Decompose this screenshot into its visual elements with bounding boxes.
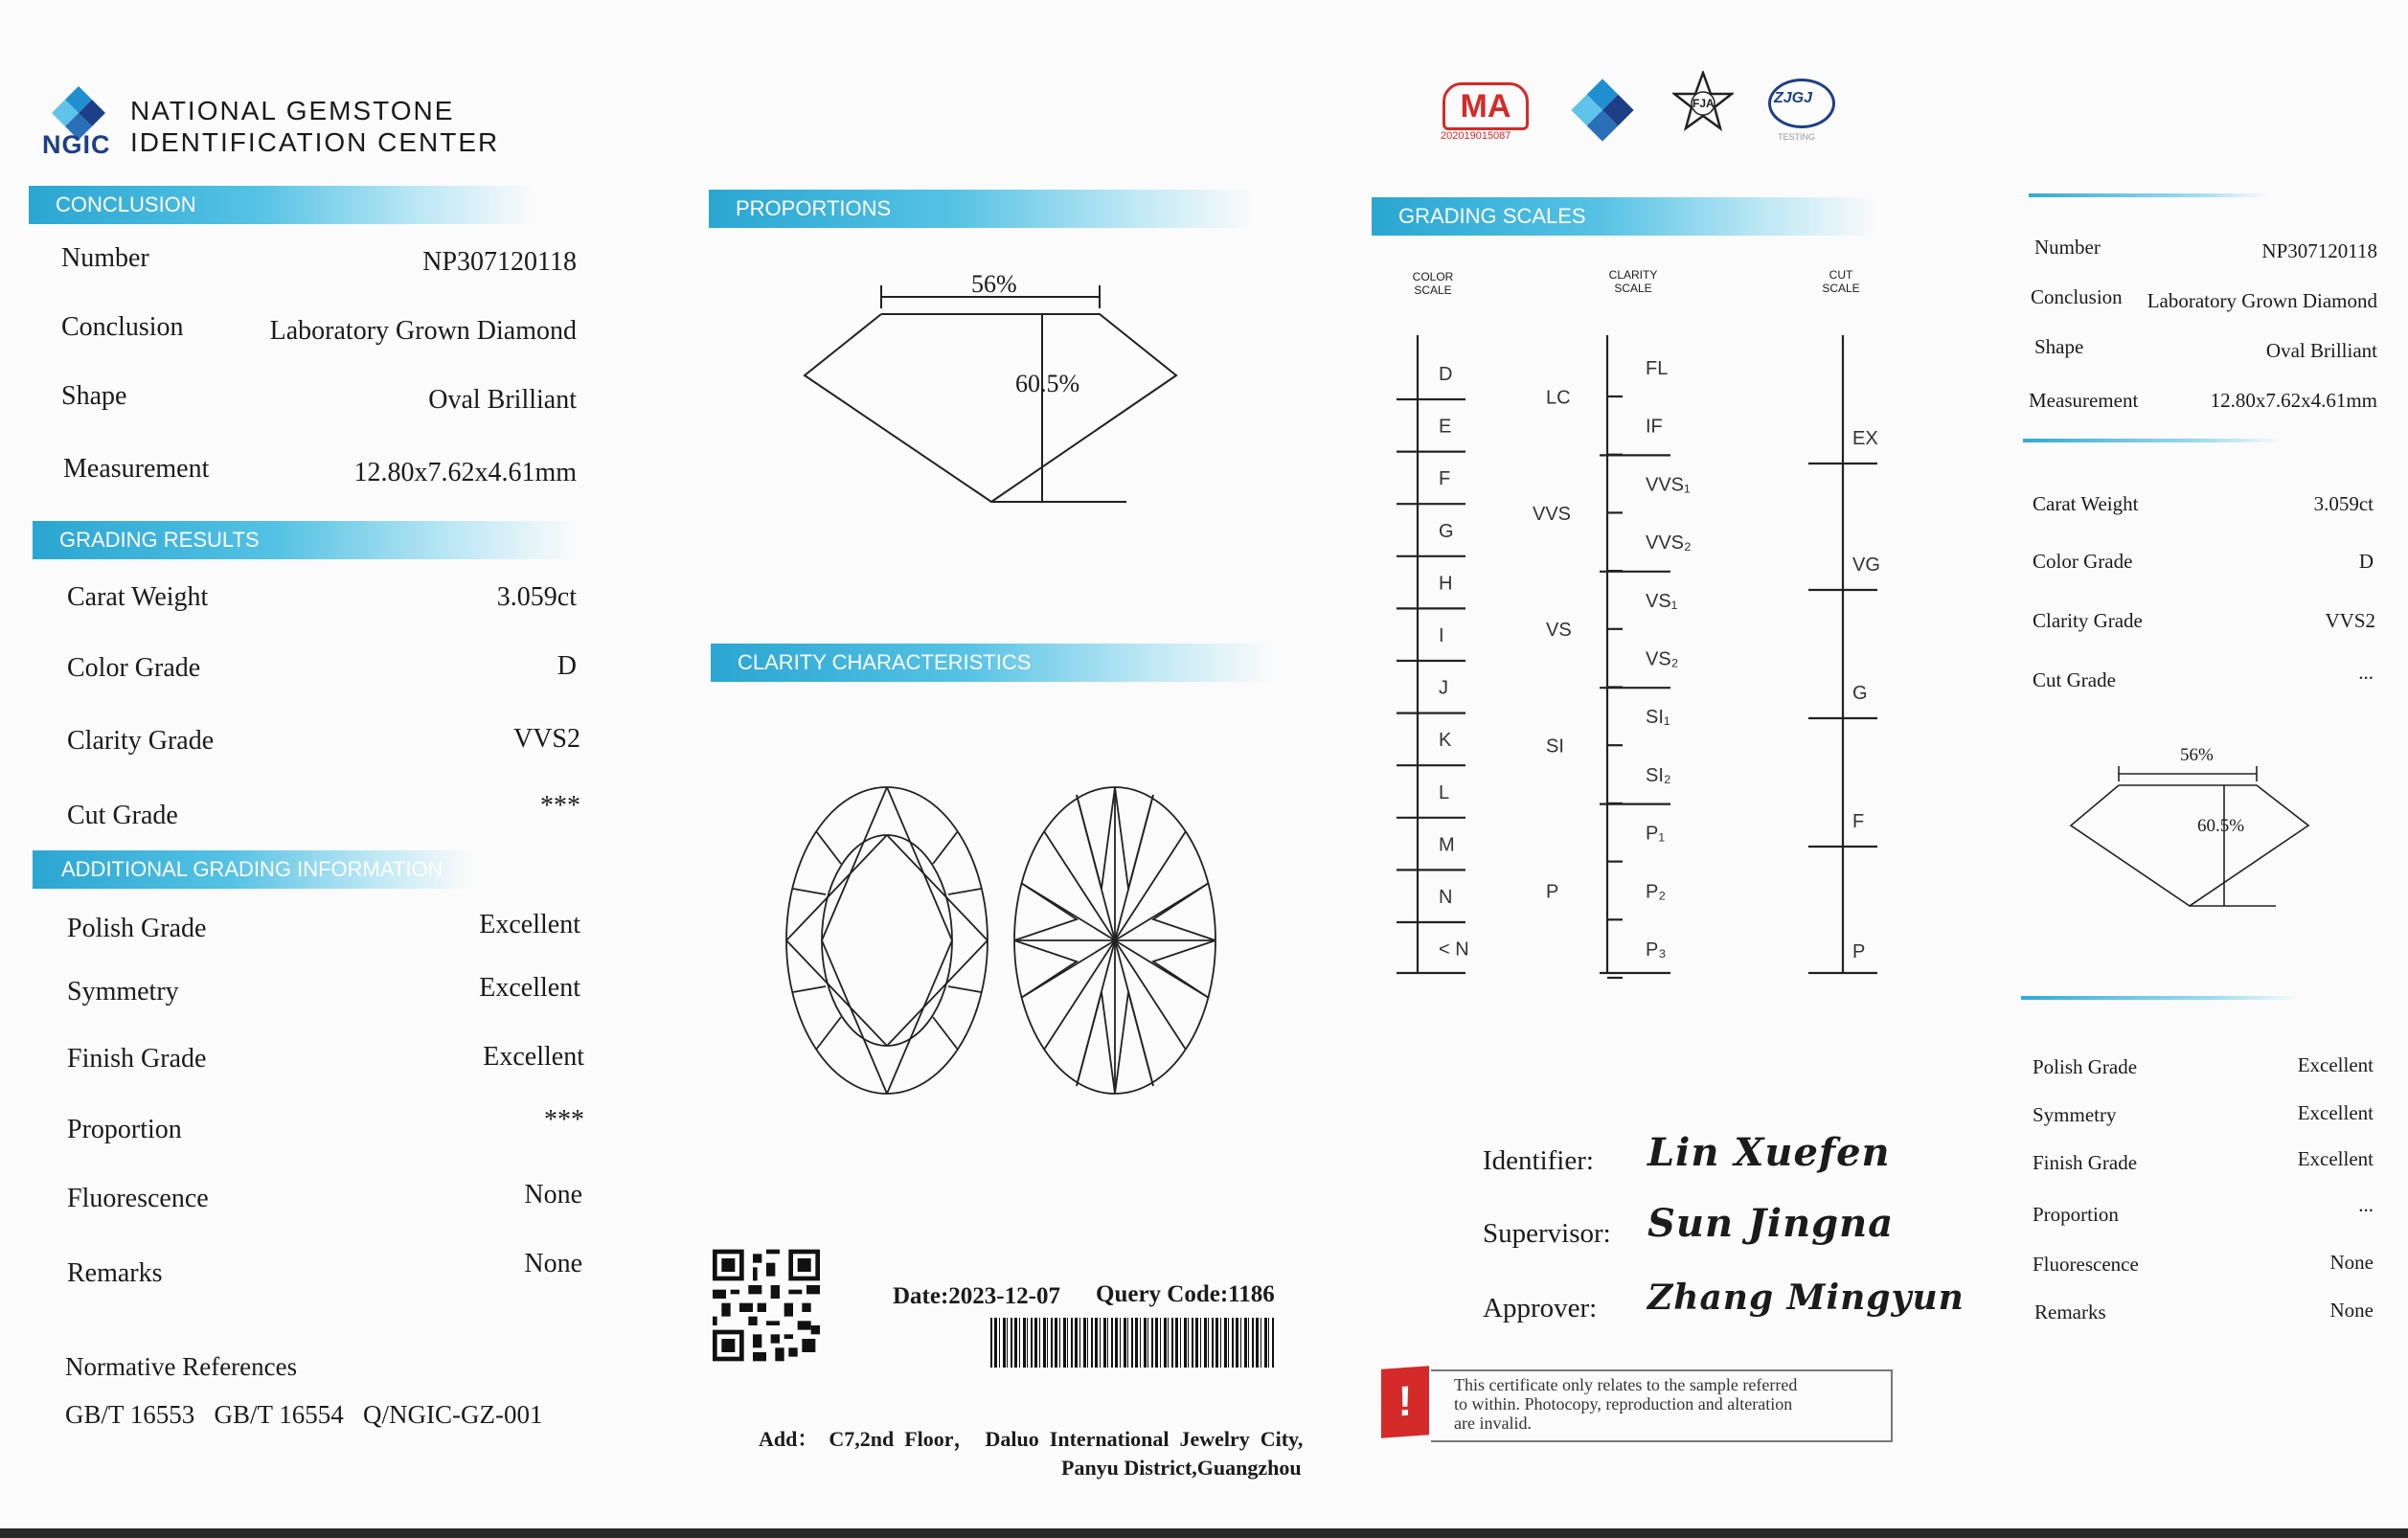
summary-color-value: D (2358, 550, 2374, 573)
cut-scale-label: G (1852, 683, 1868, 704)
clarity-scale-label: FL (1646, 358, 1669, 379)
clarity-scale-label: VS₁ (1646, 590, 1678, 612)
clarity-scale-label: P₁ (1646, 823, 1666, 845)
summary-polish-label: Polish Grade (2033, 1055, 2138, 1078)
brand-line-1: NATIONAL GEMSTONE (130, 96, 455, 125)
brand-line-2: IDENTIFICATION CENTER (130, 127, 500, 157)
oval-pavilion-diagram (1010, 783, 1220, 1097)
identifier-signature: Lin Xuefen (1647, 1130, 1891, 1175)
summary-finish-label: Finish Grade (2033, 1151, 2138, 1174)
brand-short: NGIC (42, 130, 111, 159)
remarks-label: Remarks (67, 1258, 163, 1288)
color-scale-label: E (1439, 416, 1452, 438)
grading-scales-chart (1379, 326, 1916, 986)
clarity-grade-label: Clarity Grade (67, 726, 215, 756)
summary-number-value: NP307120118 (2261, 239, 2377, 262)
identifier-role: Identifier: (1483, 1145, 1594, 1176)
summary-shape-value: Oval Brilliant (2265, 339, 2377, 362)
ngic-badge-icon (1567, 77, 1638, 144)
summary-finish-value: Excellent (2297, 1147, 2374, 1170)
supervisor-role: Supervisor: (1483, 1218, 1611, 1249)
grading-results-header: GRADING RESULTS (33, 521, 577, 559)
clarity-grade-value: VVS2 (512, 724, 580, 754)
cma-logo-icon (1443, 82, 1529, 130)
summary-remarks-value: None (2329, 1299, 2374, 1322)
grading-scales-header: GRADING SCALES (1372, 197, 1877, 236)
table-percent-label: 56% (971, 270, 1017, 298)
summary-color-label: Color Grade (2033, 550, 2133, 573)
summary-measurement-label: Measurement (2029, 389, 2139, 412)
clarity-scale-label: VVS₁ (1646, 474, 1691, 496)
summary-table-label: 56% (2180, 745, 2214, 765)
zjgj-sub: TESTING (1778, 132, 1816, 142)
additional-header: ADDITIONAL GRADING INFORMATION (33, 850, 473, 889)
clarity-scale-label: VS₂ (1646, 648, 1679, 670)
color-grade-label: Color Grade (67, 653, 201, 683)
normative-refs: GB/T 16553 GB/T 16554 Q/NGIC-GZ-001 (65, 1400, 543, 1429)
color-scale-label: G (1439, 520, 1454, 542)
shape-value: Oval Brilliant (428, 385, 577, 415)
number-value: NP307120118 (422, 247, 577, 277)
summary-proportion-label: Proportion (2033, 1203, 2119, 1226)
warning-exclamation-icon: ! (1381, 1366, 1429, 1437)
summary-bottom-rule (2021, 996, 2299, 1000)
summary-remarks-label: Remarks (2034, 1301, 2106, 1323)
remarks-value: None (524, 1249, 582, 1278)
warning-line-2: to within. Photocopy, reproduction and alteration (1454, 1394, 1793, 1414)
address-line-1: Add： C7,2nd Floor， Daluo International Jewelry City, (759, 1427, 1304, 1451)
summary-carat-label: Carat Weight (2033, 492, 2139, 515)
clarity-scale-label: VVS₂ (1646, 532, 1692, 554)
warning-text (1454, 1375, 1797, 1433)
clarity-group-label: SI (1546, 735, 1564, 758)
color-scale-label: < N (1439, 939, 1469, 961)
summary-measurement-value: 12.80x7.62x4.61mm (2210, 389, 2377, 412)
summary-symmetry-value: Excellent (2297, 1101, 2374, 1124)
symmetry-label: Symmetry (67, 977, 179, 1006)
color-scale-label: D (1439, 364, 1453, 385)
summary-shape-label: Shape (2034, 335, 2084, 358)
color-scale-label: M (1439, 834, 1455, 856)
cut-grade-value: *** (540, 791, 580, 821)
summary-top-rule (2029, 193, 2268, 197)
clarity-scale-title: CLARITY SCALE (1608, 268, 1658, 295)
color-scale-label: K (1439, 730, 1452, 752)
address-line-2: Panyu District,Guangzhou (1061, 1456, 1302, 1480)
clarity-group-label: VS (1546, 620, 1572, 642)
cut-scale-label: VG (1852, 554, 1880, 576)
summary-depth-label: 60.5% (2197, 816, 2245, 836)
clarity-group-label: LC (1546, 387, 1571, 409)
polish-grade-value: Excellent (479, 910, 580, 939)
color-scale-label: N (1439, 887, 1453, 908)
summary-conclusion-value: Laboratory Grown Diamond (2147, 289, 2377, 312)
clarity-characteristics-header: CLARITY CHARACTERISTICS (711, 644, 1274, 682)
approver-signature: Zhang Mingyun (1647, 1278, 1965, 1318)
summary-fluorescence-value: None (2329, 1251, 2374, 1274)
qr-code (713, 1249, 820, 1362)
color-grade-value: D (557, 651, 577, 681)
proportion-value: *** (544, 1105, 584, 1135)
symmetry-value: Excellent (479, 973, 580, 1003)
color-scale-title: COLOR SCALE (1412, 270, 1454, 297)
finish-grade-label: Finish Grade (67, 1044, 207, 1074)
summary-fluorescence-label: Fluorescence (2033, 1253, 2139, 1276)
conclusion-label: Conclusion (61, 312, 184, 342)
summary-number-label: Number (2034, 236, 2101, 259)
proportion-diagram (795, 278, 1188, 517)
summary-carat-value: 3.059ct (2313, 492, 2374, 515)
summary-mid-rule (2023, 439, 2282, 442)
summary-symmetry-label: Symmetry (2033, 1103, 2117, 1126)
summary-conclusion-label: Conclusion (2031, 285, 2123, 308)
summary-polish-value: Excellent (2297, 1053, 2374, 1076)
measurement-value: 12.80x7.62x4.61mm (353, 458, 577, 487)
warning-line-3: are invalid. (1454, 1414, 1532, 1433)
clarity-scale-label: SI₂ (1646, 764, 1671, 786)
issue-date: Date:2023-12-07 (893, 1283, 1060, 1309)
number-label: Number (61, 243, 149, 273)
cut-scale-label: P (1852, 941, 1866, 962)
clarity-scale-label: SI₁ (1646, 707, 1670, 729)
clarity-scale-label: P₃ (1646, 939, 1667, 961)
conclusion-value: Laboratory Grown Diamond (269, 316, 577, 346)
conclusion-header: CONCLUSION (29, 186, 534, 224)
measurement-label: Measurement (63, 454, 210, 484)
proportion-label: Proportion (67, 1115, 182, 1144)
depth-percent-label: 60.5% (1015, 370, 1080, 397)
summary-proportion-diagram (2065, 762, 2314, 916)
fluorescence-value: None (524, 1180, 582, 1210)
barcode (990, 1318, 1274, 1368)
supervisor-signature: Sun Jingna (1647, 1201, 1895, 1246)
cut-scale-label: EX (1852, 428, 1878, 449)
summary-proportion-value: ... (2358, 1193, 2374, 1216)
clarity-scale-label: IF (1646, 416, 1663, 438)
cma-number: 202019015087 (1441, 130, 1511, 142)
oval-crown-diagram (782, 783, 992, 1097)
fluorescence-label: Fluorescence (67, 1184, 209, 1213)
polish-grade-label: Polish Grade (67, 914, 207, 943)
finish-grade-value: Excellent (483, 1042, 584, 1072)
cut-scale-label: F (1852, 811, 1865, 832)
color-scale-label: I (1439, 625, 1444, 646)
carat-weight-label: Carat Weight (67, 582, 209, 612)
query-code: Query Code:1186 (1096, 1281, 1275, 1307)
shape-label: Shape (61, 381, 127, 411)
fja-text: FJA (1692, 97, 1715, 110)
normative-title: Normative References (65, 1352, 298, 1381)
warning-line-1: This certificate only relates to the sample referred (1454, 1375, 1798, 1394)
color-scale-label: F (1439, 468, 1451, 490)
clarity-group-label: VVS (1533, 503, 1572, 525)
cma-logo-text: MA (1460, 88, 1511, 124)
summary-cut-label: Cut Grade (2033, 668, 2116, 691)
summary-cut-value: ... (2358, 661, 2374, 684)
proportions-header: PROPORTIONS (709, 190, 1253, 228)
clarity-group-label: P (1546, 881, 1559, 903)
approver-role: Approver: (1483, 1293, 1598, 1323)
color-scale-label: L (1439, 781, 1450, 803)
zjgj-text: ZJGJ (1774, 90, 1813, 106)
color-scale-label: J (1439, 677, 1448, 699)
color-scale-label: H (1439, 573, 1453, 595)
summary-clarity-label: Clarity Grade (2033, 609, 2143, 632)
summary-clarity-value: VVS2 (2325, 609, 2375, 632)
cut-grade-label: Cut Grade (67, 801, 178, 830)
carat-weight-value: 3.059ct (496, 582, 577, 612)
cut-scale-title: CUT SCALE (1822, 268, 1860, 295)
clarity-scale-label: P₂ (1646, 881, 1667, 903)
